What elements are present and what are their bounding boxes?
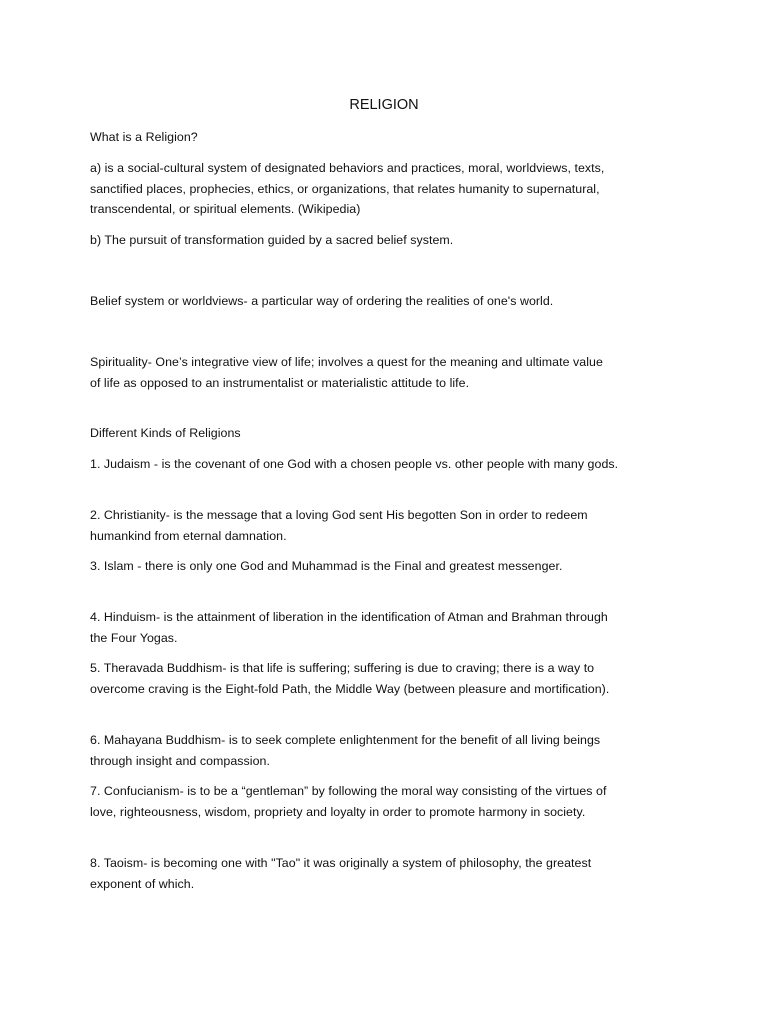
religion-item-taoism: 8. Taoism- is becoming one with "Tao" it was originally a system of philosophy, the greatest exponent of which. [90, 856, 592, 891]
religion-item-theravada: 5. Theravada Buddhism- is that life is suffering; suffering is due to craving; there is a way to overcome craving is the Eight-fold Path, the Middle Way (between pleasure and mortification). [90, 661, 610, 696]
definition-b: b) The pursuit of transformation guided by a sacred belief system. [90, 233, 454, 247]
religion-item-judaism: 1. Judaism - is the covenant of one God with a chosen people vs. other people with many gods. [90, 457, 619, 471]
definition-a: a) is a social-cultural system of designated behaviors and practices, moral, worldviews, texts, sanctified places, prophecies, ethics, or organizations, that relates humanity to supernatural, transcendental, or spiritual elements. (Wikipedia) [90, 161, 605, 216]
religion-item-hinduism: 4. Hinduism- is the attainment of liberation in the identification of Atman and Brahman through the Four Yogas. [90, 610, 608, 645]
religion-item-islam: 3. Islam - there is only one God and Muhammad is the Final and greatest messenger. [90, 559, 563, 573]
religion-item-confucianism: 7. Confucianism- is to be a “gentleman” by following the moral way consisting of the virtues of love, righteousness, wisdom, propriety and loyalty in order to promote harmony in society. [90, 784, 607, 819]
religion-item-mahayana: 6. Mahayana Buddhism- is to seek complete enlightenment for the benefit of all living beings through insight and compassion. [90, 733, 601, 768]
page-title: RELIGION [349, 97, 419, 113]
spirituality-paragraph: Spirituality- One’s integrative view of life; involves a quest for the meaning and ultimate value of life as opposed to an instrumentalist or materialistic attitude to life. [90, 355, 603, 390]
religion-item-christianity: 2. Christianity- is the message that a loving God sent His begotten Son in order to redeem humankind from eternal damnation. [90, 508, 588, 543]
belief-system-paragraph: Belief system or worldviews- a particular way of ordering the realities of one's world. [90, 294, 554, 308]
kinds-heading: Different Kinds of Religions [90, 426, 241, 440]
question-heading: What is a Religion? [90, 130, 198, 144]
